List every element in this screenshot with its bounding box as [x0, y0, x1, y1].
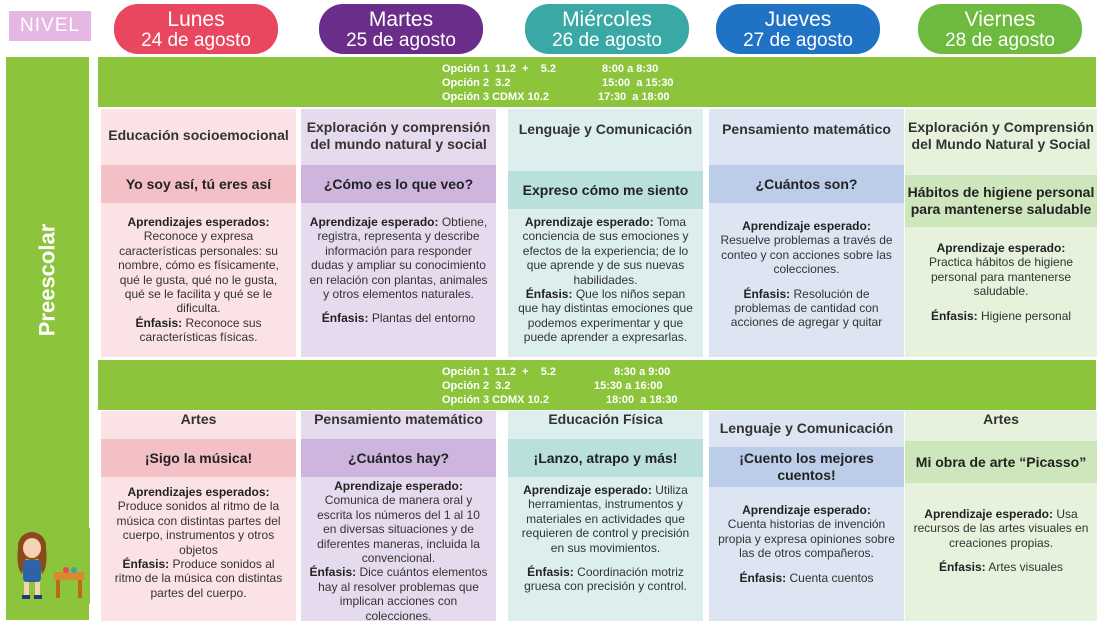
child-illustration-icon — [8, 528, 90, 604]
class-description — [717, 219, 896, 330]
learning-label: Aprendizaje esperado: — [936, 241, 1066, 255]
class-description — [717, 503, 896, 585]
schedule-option: Opción 2 3.2 — [442, 77, 511, 89]
class-description — [913, 507, 1089, 575]
learning-text: Comunica de manera oral y escrita los números del 1 al 10 en diversas situaciones y de diferentes maneras, incluida la convencional. — [317, 493, 480, 565]
schedule-option: Opción 3 CDMX 10.2 — [442, 91, 549, 103]
day-name: Viernes — [964, 8, 1036, 31]
topic-title: Mi obra de arte “Picasso” — [905, 441, 1097, 483]
emphasis-text: Reconoce sus características físicas. — [139, 315, 262, 345]
emphasis-label: Énfasis: — [930, 308, 978, 323]
schedule-time: 17:30 a 18:00 — [598, 91, 670, 103]
subject-title: Exploración y comprensión del mundo natural y social — [306, 118, 491, 152]
schedule-option: Opción 3 CDMX 10.2 — [442, 394, 549, 406]
schedule-band-2 — [98, 360, 1096, 410]
class-cell — [301, 109, 496, 357]
class-cell — [101, 109, 296, 357]
subject-title: Lenguaje y Comunicación — [719, 419, 894, 436]
day-header-tuesday — [319, 4, 483, 54]
learning-label: Aprendizaje esperado: — [309, 215, 439, 229]
class-description — [309, 215, 488, 326]
emphasis-text: Dice cuántos elementos hay al resolver problemas que implican acciones con colecciones. — [318, 565, 488, 623]
emphasis-label: Énfasis: — [309, 565, 357, 580]
emphasis-text: Produce sonidos al ritmo de la música con distintas partes del cuerpo. — [114, 556, 283, 600]
subject-title: Educación Física — [548, 410, 663, 427]
class-cell — [301, 411, 496, 621]
day-header-wednesday — [525, 4, 689, 54]
day-date: 28 de agosto — [945, 30, 1055, 52]
topic-title: ¿Cómo es lo que veo? — [301, 165, 496, 203]
subject-title: Exploración y Comprensión del Mundo Natural y Social — [908, 118, 1094, 152]
schedule-time: 15:30 a 16:00 — [594, 380, 663, 392]
class-cell — [101, 411, 296, 621]
schedule-option: Opción 1 11.2 + 5.2 — [442, 366, 557, 378]
learning-label: Aprendizajes esperados: — [127, 485, 270, 499]
emphasis-label: Énfasis: — [739, 570, 787, 585]
day-date: 25 de agosto — [346, 30, 456, 52]
emphasis-label: Énfasis: — [525, 286, 573, 301]
schedule-time: 18:00 a 18:30 — [606, 394, 678, 406]
learning-text: Practica hábitos de higiene personal para mantenerse saludable. — [928, 255, 1074, 299]
class-description — [109, 215, 288, 345]
class-cell — [508, 109, 703, 357]
class-cell — [709, 411, 904, 621]
topic-title: ¿Cuántos hay? — [301, 439, 496, 477]
level-label: NIVEL — [9, 11, 91, 41]
day-header-friday — [918, 4, 1082, 54]
day-header-monday — [114, 4, 278, 54]
class-description — [516, 483, 695, 594]
day-name: Miércoles — [562, 8, 652, 31]
day-date: 27 de agosto — [743, 30, 853, 52]
learning-label: Aprendizaje esperado: — [742, 219, 871, 233]
schedule-time: 8:30 a 9:00 — [614, 366, 671, 378]
learning-text: Cuenta historias de invención propia y expresa opiniones sobre las de otros compañeros. — [718, 517, 895, 561]
class-description — [309, 479, 488, 623]
emphasis-label: Énfasis: — [321, 311, 369, 326]
learning-text: Reconoce y expresa características personales: su nombre, cómo es físicamente, qué le gusta, qué no le gusta, qué se le facilita y qué se le dificulta. — [118, 229, 279, 316]
emphasis-text: Plantas del entorno — [371, 311, 476, 326]
learning-text: Usa recursos de las artes visuales en creaciones propias. — [913, 507, 1089, 550]
topic-title: ¿Cuántos son? — [709, 165, 904, 203]
class-description — [516, 215, 695, 345]
topic-title: Hábitos de higiene personal para mantenerse saludable — [905, 175, 1097, 227]
schedule-band-1 — [98, 57, 1096, 107]
learning-text: Toma conciencia de sus emociones y efectos de la experiencia; de lo que aprende y de sus nuevas habilidades. — [522, 215, 689, 287]
learning-label: Aprendizaje esperado: — [334, 479, 463, 493]
class-cell — [508, 411, 703, 621]
subject-title: Artes — [180, 410, 217, 427]
day-name: Martes — [368, 8, 434, 31]
learning-label: Aprendizaje esperado: — [924, 507, 1053, 521]
emphasis-label: Énfasis: — [527, 564, 574, 579]
learning-text: Resuelve problemas a través de conteo y con acciones sobre las colecciones. — [720, 233, 893, 277]
subject-title: Pensamiento matemático — [314, 410, 483, 427]
emphasis-label: Énfasis: — [135, 315, 183, 330]
schedule-option: Opción 1 11.2 + 5.2 — [442, 63, 557, 75]
class-description — [109, 485, 288, 600]
learning-text: Utiliza herramientas, instrumentos y materiales en actividades que requieren de control y precisión en sus movimientos. — [521, 483, 690, 555]
class-description — [913, 241, 1089, 323]
emphasis-text: Resolución de problemas de cantidad con acciones de agregar y quitar — [730, 286, 883, 330]
topic-title: Expreso cómo me siento — [508, 171, 703, 209]
emphasis-text: Coordinación motriz gruesa con precisión y control. — [524, 564, 687, 594]
learning-text: Obtiene, registra, representa y describe información para responder dudas y ampliar su conocimiento en relación con plantas, animales y otros elementos naturales. — [309, 215, 488, 301]
level-sidebar-label: Preescolar — [34, 223, 60, 337]
learning-label: Aprendizaje esperado: — [524, 215, 654, 229]
topic-title: Yo soy así, tú eres así — [101, 165, 296, 203]
class-cell — [905, 109, 1097, 357]
schedule-time: 15:00 a 15:30 — [602, 77, 674, 89]
subject-title: Artes — [983, 410, 1019, 427]
subject-title: Pensamiento matemático — [722, 120, 891, 137]
class-cell — [709, 109, 904, 357]
day-name: Lunes — [167, 8, 225, 31]
topic-title: ¡Cuento los mejores cuentos! — [709, 447, 904, 487]
day-name: Jueves — [764, 8, 832, 31]
learning-text: Produce sonidos al ritmo de la música con distintas partes del cuerpo, instrumentos y otros objetos — [116, 499, 281, 557]
day-date: 24 de agosto — [141, 30, 251, 52]
schedule-time: 8:00 a 8:30 — [602, 63, 659, 75]
emphasis-text: Cuenta cuentos — [789, 570, 874, 585]
learning-label: Aprendizaje esperado: — [523, 483, 652, 497]
day-header-thursday — [716, 4, 880, 54]
topic-title: ¡Sigo la música! — [101, 439, 296, 477]
emphasis-label: Énfasis: — [743, 286, 791, 301]
learning-label: Aprendizaje esperado: — [742, 503, 871, 517]
learning-label: Aprendizajes esperados: — [127, 215, 270, 229]
emphasis-text: Higiene personal — [980, 308, 1072, 323]
subject-title: Lenguaje y Comunicación — [518, 120, 693, 137]
emphasis-label: Énfasis: — [122, 556, 170, 571]
class-cell — [905, 411, 1097, 621]
schedule-option: Opción 2 3.2 — [442, 380, 511, 392]
emphasis-text: Artes visuales — [988, 560, 1064, 575]
subject-title: Educación socioemocional — [108, 127, 289, 144]
emphasis-text: Que los niños sepan que hay distintas emociones que podemos experimentar y que puede aprender a expresarlas. — [518, 286, 693, 345]
day-date: 26 de agosto — [552, 30, 662, 52]
topic-title: ¡Lanzo, atrapo y más! — [508, 439, 703, 477]
emphasis-label: Énfasis: — [938, 560, 986, 575]
